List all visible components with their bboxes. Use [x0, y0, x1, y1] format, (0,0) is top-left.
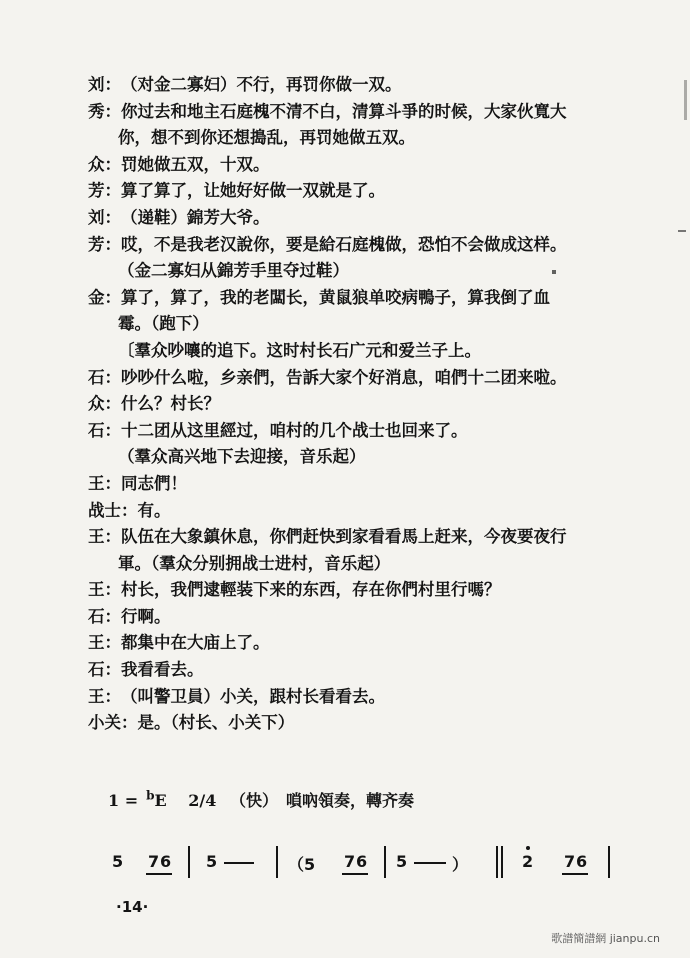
dialogue-text: 軍。（羣众分别拥战士进村，音乐起）	[118, 553, 391, 573]
jianpu-notation-line	[112, 846, 622, 880]
dialogue-line	[88, 604, 628, 631]
dialogue-line	[88, 498, 628, 525]
key-prefix: 1 =	[108, 791, 139, 810]
dialogue-line	[88, 99, 628, 126]
dialogue-line	[88, 72, 628, 99]
barline	[276, 846, 278, 878]
key-signature	[108, 788, 175, 810]
stage-direction-text: （羣众高兴地下去迎接，音乐起）	[118, 447, 366, 467]
page-number: ·14·	[116, 898, 149, 916]
dialogue-text: 十二团从这里經过，咱村的几个战士也回来了。	[121, 420, 468, 440]
speaker-label: 众：	[88, 154, 121, 174]
speaker-label: 石：	[88, 420, 121, 440]
dialogue-line	[88, 152, 628, 179]
dialogue-text: 什么？村长？	[121, 394, 220, 414]
dialogue-line	[88, 178, 628, 205]
stage-direction-text: （金二寡妇从錦芳手里夺过鞋）	[118, 261, 349, 281]
stage-direction-text: 〔羣众吵嚷的追下。这时村长石广元和爱兰子上。	[118, 340, 481, 360]
speaker-label: 战士：	[88, 500, 138, 520]
dialogue-line	[88, 391, 628, 418]
dialogue-text: 是。（村长、小关下）	[137, 713, 295, 733]
barline	[384, 846, 386, 878]
speaker-label: 王：	[88, 527, 121, 547]
note: 6	[160, 852, 172, 871]
extension-dash	[414, 862, 446, 864]
dialogue-line	[88, 205, 628, 232]
tempo-marking: （快）	[229, 791, 278, 810]
speaker-label: 石：	[88, 660, 121, 680]
speaker-label: 秀：	[88, 101, 121, 121]
dialogue-text: 算了算了，让她好好做一双就是了。	[121, 181, 385, 201]
barline	[188, 846, 190, 878]
note: 7	[344, 852, 356, 871]
dialogue-line	[88, 630, 628, 657]
speaker-label: 王：	[88, 633, 121, 653]
dialogue-line	[88, 365, 628, 392]
key-flat: b	[146, 788, 155, 803]
dialogue-text: 霉。（跑下）	[118, 314, 209, 334]
dialogue-text: 有。	[137, 500, 171, 520]
note: ）	[452, 855, 469, 874]
note: 6	[576, 852, 588, 871]
dialogue-line	[88, 471, 628, 498]
speaker-label: 刘：	[88, 207, 121, 227]
note: 7	[564, 852, 576, 871]
dialogue-continuation	[88, 551, 628, 578]
note: 5	[112, 852, 124, 871]
scan-artifact	[678, 230, 686, 232]
speaker-label: 芳：	[88, 234, 121, 254]
dialogue-text: 同志們！	[121, 473, 187, 493]
barline	[496, 846, 498, 878]
performance-instruction: 嗩吶領奏，轉齐奏	[285, 791, 414, 810]
eighth-underline	[146, 873, 172, 875]
dialogue-continuation	[88, 311, 628, 338]
barline	[608, 846, 610, 878]
speaker-label: 芳：	[88, 181, 121, 201]
watermark: 歌譜簡譜網 jianpu.cn	[551, 932, 660, 945]
dialogue-line	[88, 418, 628, 445]
script-dialogue	[88, 72, 628, 737]
stage-direction	[88, 338, 628, 365]
octave-dot	[526, 846, 530, 850]
speaker-label: 王：	[88, 686, 121, 706]
speaker-label: 刘：	[88, 75, 121, 94]
scan-artifact	[552, 270, 556, 274]
scan-artifact	[684, 80, 687, 120]
dialogue-text: 哎，不是我老汉說你，要是給石庭槐做，恐怕不会做成这样。	[121, 234, 567, 254]
dialogue-line	[88, 285, 628, 312]
dialogue-text: 行啊。	[121, 606, 171, 626]
stage-direction	[88, 258, 628, 285]
dialogue-line	[88, 577, 628, 604]
speaker-label: 众：	[88, 394, 121, 414]
dialogue-line	[88, 684, 628, 711]
dialogue-text: （叫警卫員）小关，跟村长看看去。	[121, 686, 385, 706]
key-note: E	[154, 791, 167, 810]
eighth-underline	[562, 873, 588, 875]
note: （5	[288, 855, 316, 874]
speaker-label: 王：	[88, 473, 121, 493]
note: 7	[148, 852, 160, 871]
dialogue-text: 算了，算了，我的老闆长，黄鼠狼单咬病鴨子，算我倒了血	[121, 287, 550, 307]
dialogue-text: 吵吵什么啦，乡亲們，告訴大家个好消息，咱們十二团来啦。	[121, 367, 567, 387]
eighth-underline	[342, 873, 368, 875]
dialogue-text: 都集中在大庙上了。	[121, 633, 270, 653]
dialogue-text: 我看看去。	[121, 660, 204, 680]
speaker-label: 石：	[88, 367, 121, 387]
dialogue-line	[88, 232, 628, 259]
dialogue-line	[88, 657, 628, 684]
dialogue-line	[88, 524, 628, 551]
speaker-label: 小关：	[88, 713, 138, 733]
dialogue-text: 你，想不到你还想搗乱，再罚她做五双。	[118, 128, 415, 148]
speaker-label: 王：	[88, 580, 121, 600]
stage-direction	[88, 444, 628, 471]
note: 5	[396, 852, 408, 871]
dialogue-text: （递鞋）錦芳大爷。	[121, 207, 270, 227]
note: 5	[206, 852, 218, 871]
speaker-label: 石：	[88, 606, 121, 626]
barline	[501, 846, 503, 878]
dialogue-text: （对金二寡妇）不行，再罚你做一双。	[121, 75, 402, 94]
dialogue-text: 罚她做五双，十双。	[121, 154, 270, 174]
dialogue-text: 村长，我們逮輕装下来的东西，存在你們村里行嗎？	[121, 580, 501, 600]
music-header	[108, 788, 422, 811]
speaker-label: 金：	[88, 287, 121, 307]
dialogue-text: 队伍在大象鎮休息，你們赶快到家看看馬上赶来，今夜要夜行	[121, 527, 567, 547]
dialogue-text: 你过去和地主石庭槐不清不白，清算斗爭的时候，大家伙寬大	[121, 101, 567, 121]
time-signature: 2/4	[188, 791, 217, 810]
dialogue-line	[88, 710, 628, 737]
note: 2	[522, 852, 534, 871]
dialogue-continuation	[88, 125, 628, 152]
note: 6	[356, 852, 368, 871]
extension-dash	[224, 862, 254, 864]
